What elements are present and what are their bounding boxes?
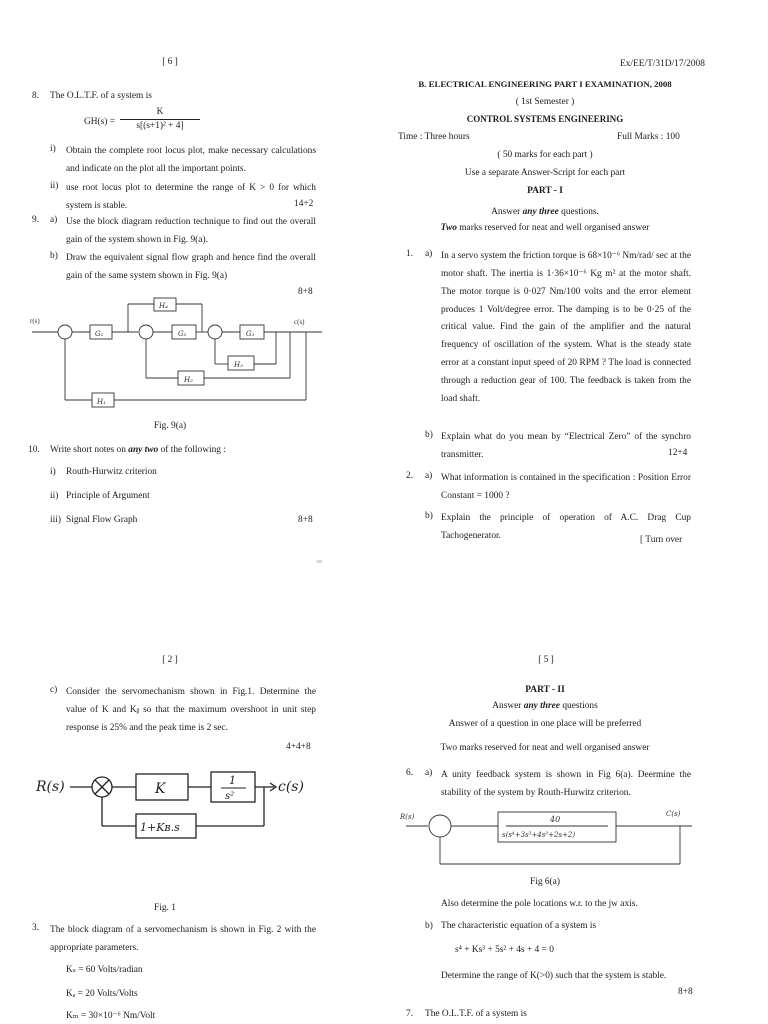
question-number: 2. xyxy=(406,471,414,481)
part-heading: PART - I xyxy=(527,186,563,196)
item-text: Use the block diagram reduction technique to find out the overall gain of the system shown in Fig. 9(a). xyxy=(66,217,316,245)
question-number: 3. xyxy=(32,923,40,933)
h1-label: H₁ xyxy=(97,398,106,406)
question-text: The O.L.T.F. of a system is xyxy=(50,91,152,101)
item-text: Explain the principle of operation of A.C. Drag Cup Tachogenerator. xyxy=(441,513,691,541)
item-text: Draw the equivalent signal flow graph and hence find the overall gain of the same system shown in Fig. 9(a) xyxy=(66,253,316,281)
block-diagram-fig-9a xyxy=(28,296,328,416)
h3-label: H₃ xyxy=(234,361,243,369)
instruction: Use a separate Answer-Script for each part xyxy=(464,168,626,178)
item-text: A unity feedback system is shown in Fig 6(a). Deermine the stability of the system by Routh-Hurwitz criterion. xyxy=(441,770,691,798)
item-number: iii) xyxy=(50,515,61,525)
question-number: 10. xyxy=(28,445,40,455)
text-pre: Answer xyxy=(492,701,522,711)
item-number: i) xyxy=(50,144,56,154)
output-label: C(s) xyxy=(666,810,681,818)
text-post: questions. xyxy=(561,207,599,217)
figure-caption: Fig. 1 xyxy=(154,903,176,913)
marks: 12+4 xyxy=(668,448,688,458)
semester: ( 1st Semester ) xyxy=(515,97,575,107)
instruction xyxy=(392,206,698,219)
figure-caption: Fig. 9(a) xyxy=(153,421,187,431)
emphasis: Two xyxy=(440,223,457,233)
question-text: The O.L.T.F. of a system is xyxy=(425,1009,527,1019)
turn-over: [ Turn over xyxy=(640,535,683,545)
item-number: a) xyxy=(425,249,433,259)
item-number: ii) xyxy=(50,491,59,501)
emphasis: any three xyxy=(523,701,560,711)
item-number: a) xyxy=(425,768,433,778)
output-label: c(s) xyxy=(278,779,304,795)
marks: 4+4+8 xyxy=(286,742,311,752)
h4-label: H₄ xyxy=(159,302,168,310)
question-number: 8. xyxy=(32,91,40,101)
item-number: b) xyxy=(425,430,433,440)
question-number: 9. xyxy=(32,215,40,225)
text-pre: Write short notes on xyxy=(50,445,126,455)
item-number: ii) xyxy=(50,181,59,191)
marks: 14+2 xyxy=(294,199,314,209)
page-number: [ 2 ] xyxy=(162,655,178,665)
item-number: b) xyxy=(425,511,433,521)
item-text: The characteristic equation of a system is xyxy=(441,921,597,931)
emphasis: any two xyxy=(128,445,159,455)
input-label: R(s) xyxy=(400,813,415,821)
text-post: questions xyxy=(562,701,598,711)
tf-numerator: 40 xyxy=(550,815,561,824)
instruction xyxy=(392,700,698,713)
list-item xyxy=(50,466,157,479)
item-text: Principle of Argument xyxy=(66,491,150,501)
instruction: Answer of a question in one place will be preferred xyxy=(448,719,642,729)
item-text: Obtain the complete root locus plot, make necessary calculations and indicate on the plot all the important points. xyxy=(66,146,316,174)
item-text: Routh-Hurwitz criterion xyxy=(66,467,157,477)
question-number: 7. xyxy=(406,1009,414,1019)
parameter: Kₐ = 20 Volts/Volts xyxy=(66,989,138,999)
tf-numerator: K xyxy=(156,107,164,117)
item-text: Explain what do you mean by “Electrical Zero” of the synchro transmitter. xyxy=(441,432,691,460)
item-number: a) xyxy=(50,215,58,225)
tf-denominator: s(s⁴+3s³+4s²+2s+2) xyxy=(502,831,576,839)
transfer-function xyxy=(84,106,204,136)
part-heading: PART - II xyxy=(525,685,565,695)
instruction xyxy=(392,222,698,235)
tf-lhs: GH(s) = xyxy=(84,117,116,127)
tf-denominator: s² xyxy=(225,791,235,802)
item-number: b) xyxy=(50,251,58,261)
marks: 8+8 xyxy=(298,287,313,297)
page-number: [ 6 ] xyxy=(162,57,178,67)
block-diagram-fig-6a xyxy=(398,802,698,874)
exam-code: Ex/EE/T/31D/17/2008 xyxy=(620,59,705,69)
figure-caption: Fig 6(a) xyxy=(530,877,560,887)
input-label: R(s) xyxy=(36,779,65,795)
item-text: What information is contained in the specification : Position Error Constant = 1000 ? xyxy=(441,473,691,501)
item-text: Determine the range of K(>0) such that the system is stable. xyxy=(441,971,667,981)
subject: CONTROL SYSTEMS ENGINEERING xyxy=(466,114,624,124)
full-marks: Full Marks : 100 xyxy=(617,132,680,142)
input-label: r(s) xyxy=(30,317,40,325)
parameter: Kₘ = 30×10⁻⁶ Nm/Volt xyxy=(66,1011,156,1021)
output-label: c(s) xyxy=(294,318,305,326)
emphasis: any three xyxy=(522,207,559,217)
text-post: marks reserved for neat and well organised answer xyxy=(459,223,650,233)
item-text: Consider the servomechanism shown in Fig.1. Determine the value of K and Kᵦ so that the maximum overshoot in unit step response is 25% and the peak time is 2 sec. xyxy=(66,687,316,733)
page-number: [ 5 ] xyxy=(538,655,554,665)
h2-label: H₂ xyxy=(184,376,193,384)
exam-title: B. ELECTRICAL ENGINEERING PART I EXAMINATION, 2008 xyxy=(418,79,672,89)
question-number: 6. xyxy=(406,768,414,778)
tf-denominator: s[(s+1)² + 4] xyxy=(136,121,184,131)
gain-k-label: K xyxy=(155,781,166,797)
characteristic-equation: s⁴ + Ks³ + 5s² + 4s + 4 = 0 xyxy=(455,945,554,955)
scan-footer: 100 xyxy=(316,559,322,564)
marks: 8+8 xyxy=(298,515,313,525)
marks-each-part: ( 50 marks for each part ) xyxy=(497,150,593,160)
marks: 8+8 xyxy=(678,987,693,997)
item-text: use root locus plot to determine the range of K > 0 for which system is stable. xyxy=(66,183,316,211)
tf-numerator: 1 xyxy=(229,774,236,787)
list-item xyxy=(50,514,138,527)
item-text: In a servo system the friction torque is 68×10⁻⁶ Nm/rad/ sec at the motor shaft. The inertia is 1·36×10⁻⁶ Kg m² at the motor shaft. The motor torque is 0·027 Nm/100 volts and the error element produces 1 Volt/degree error. The damping is to be 0·25 of the critical value. Find the gain of the amplifier and the natural frequency of oscillation of the system. What is the steady state error at a constant input speed of 20 RPM ? The load is connected through a reduction gear of 100. The feedback is taken from the load shaft. xyxy=(441,251,691,404)
question-text xyxy=(50,444,226,457)
item-number: i) xyxy=(50,467,56,477)
block-diagram-fig-1 xyxy=(36,766,326,846)
parameter: Kₛ = 60 Volts/radian xyxy=(66,965,143,975)
item-text: Also determine the pole locations w.r. to the jw axis. xyxy=(441,899,638,909)
g3-label: G₃ xyxy=(246,330,255,338)
g2-label: G₂ xyxy=(178,330,187,338)
g1-label: G₁ xyxy=(95,330,104,338)
time: Time : Three hours xyxy=(398,132,470,142)
item-text: Signal Flow Graph xyxy=(66,515,138,525)
item-number: c) xyxy=(50,685,58,695)
question-number: 1. xyxy=(406,249,414,259)
text-pre: Answer xyxy=(491,207,521,217)
item-text: The block diagram of a servomechanism is shown in Fig. 2 with the appropriate parameters. xyxy=(50,925,316,953)
feedback-label: 1+Kʙ.s xyxy=(140,821,180,834)
list-item xyxy=(50,490,150,503)
instruction: Two marks reserved for neat and well organised answer xyxy=(440,743,650,753)
item-number: a) xyxy=(425,471,433,481)
item-number: b) xyxy=(425,921,433,931)
text-post: of the following : xyxy=(160,445,226,455)
